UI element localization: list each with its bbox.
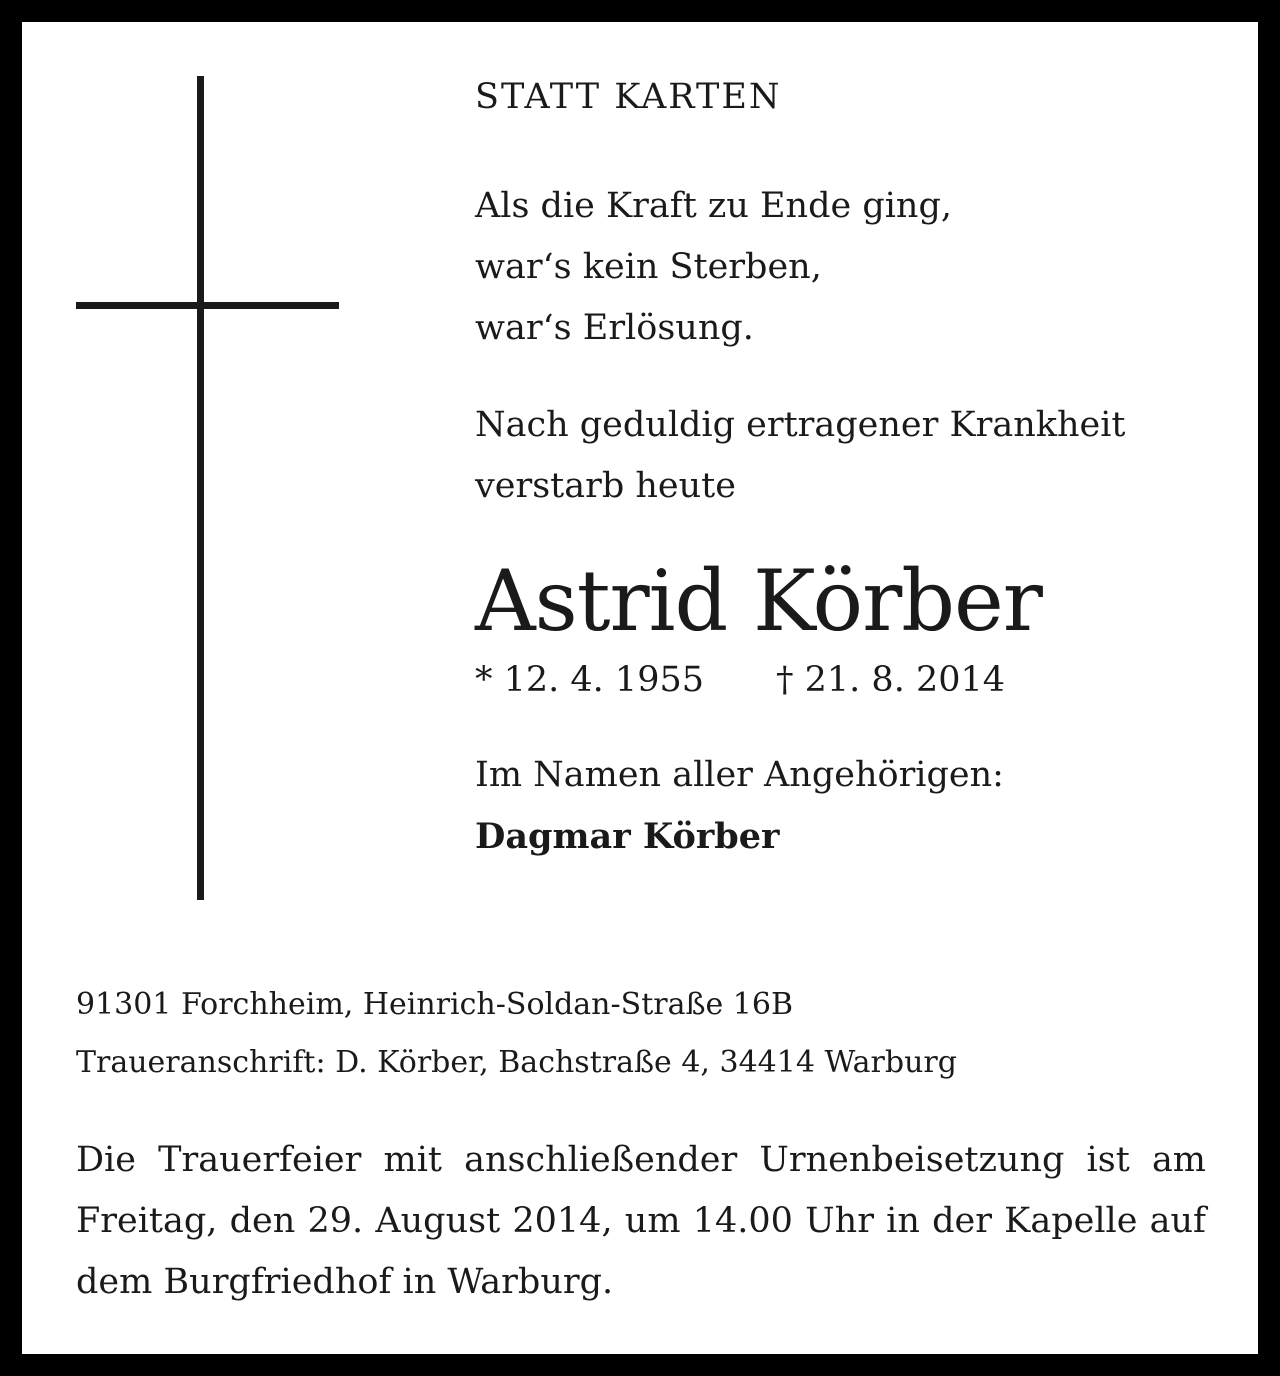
obituary-notice	[22, 22, 1258, 1354]
family-signatory: Dagmar Körber	[475, 816, 780, 857]
death-date: † 21. 8. 2014	[776, 660, 1006, 700]
statt-karten-heading: STATT KARTEN	[475, 77, 782, 117]
announcement-line: verstarb heute	[475, 466, 736, 506]
residence-address: 91301 Forchheim, Heinrich-Soldan-Straße 16B	[76, 987, 794, 1022]
verse-line: Als die Kraft zu Ende ging,	[475, 186, 952, 226]
death-announcement	[475, 395, 1235, 517]
address-block	[76, 976, 957, 1092]
notice-main-column	[475, 74, 1235, 867]
announcement-line: Nach geduldig ertragener Krankheit	[475, 405, 1126, 445]
ceremony-information: Die Trauerfeier mit anschließender Urnenbeisetzung ist am Freitag, den 29. August 2014, um 14.00 Uhr in der Kapelle auf dem Burgfriedhof in Warburg.	[76, 1140, 1206, 1302]
deceased-name: Astrid Körber	[475, 552, 1042, 650]
verse-line: war‘s kein Sterben,	[475, 247, 822, 287]
cross-vertical-bar	[197, 76, 204, 900]
life-dates	[475, 655, 1235, 705]
memorial-verse	[475, 176, 1235, 359]
cross-horizontal-bar	[76, 302, 339, 309]
mourning-address: Traueranschrift: D. Körber, Bachstraße 4, 34414 Warburg	[76, 1045, 957, 1080]
verse-line: war‘s Erlösung.	[475, 308, 754, 348]
birth-date: * 12. 4. 1955	[475, 660, 705, 700]
family-label: Im Namen aller Angehörigen:	[475, 755, 1004, 795]
